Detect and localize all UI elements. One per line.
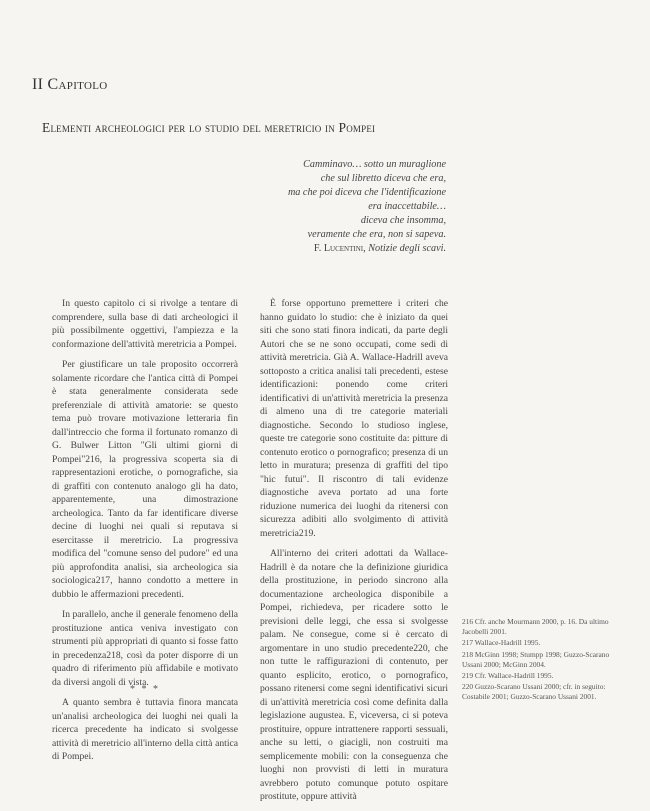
- paragraph: Per giustificare un tale proposito occorrerà solamente ricordare che l'antica città di Pompei è stata generalmente considerata sede preferenziale di attività amatorie: se questo tema può trovare motivazione letteraria fin dall'intreccio che forma il fortunato romanzo di G. Bulwer Litton "Gli ultimi giorni di Pompei"216, la progressiva scoperta sia di rappresentazioni erotiche, o pornografiche, sia di graffiti con contenuto analogo gli ha dato, apparentemente, una dimostrazione archeologica. Tanto da far identificare diverse decine di luoghi nei quali si reputava si esercitasse il meretricio. La progressiva modifica del "comune senso del pudore" ed una più approfondita analisi, sia archeologica sia sociologica217, hanno condotto a mettere in dubbio le affermazioni precedenti.: [52, 359, 238, 600]
- epigraph-line: era inaccettabile…: [368, 201, 446, 212]
- epigraph-line: Camminavo… sotto un muraglione: [303, 159, 446, 170]
- epigraph-source: [260, 242, 446, 256]
- section-separator: * * *: [130, 684, 160, 695]
- epigraph-work: Notizie degli scavi.: [368, 243, 446, 254]
- epigraph-line: diceva che insomma,: [360, 215, 446, 226]
- chapter-title: Elementi archeologici per lo studio del meretricio in Pompei: [42, 120, 376, 135]
- footnote: 217 Wallace-Hadrill 1995.: [462, 638, 541, 648]
- epigraph-author: F. Lucentini,: [313, 243, 366, 254]
- footnote: 216 Cfr. anche Mourmann 2000, p. 16. Da ultimo Jacobelli 2001.: [462, 617, 609, 637]
- paragraph: All'interno dei criteri adottati da Wallace-Hadrill è da notare che la definizione giuridica della prostituzione, in periodo sincrono alla documentazione archeologica disponibile a Pompei, richiedeva, per ricadere sotto le previsioni delle leggi, che essa si svolgesse palam. Ne consegue, come si è cercato di argomentare in uno studio precedente220, che non tutte le raffigurazioni di contenuto, per quanto esplicito, erotico, o pornografico, possano ritenersi come segni identificativi sicuri di un'attività meretricia così come definita dalla legislazione augustea. E, viceversa, ci si poteva prostituire, oppure intrattenere rapporti sessuali, anche su letti, o giacigli, non costruiti ma semplicemente mobili: con la conseguenza che luoghi non provvisti di letti in muratura avrebbero potuto comunque potuto ospitare prostitute, oppure attività: [260, 548, 448, 802]
- right-column: [260, 297, 448, 811]
- left-column: [52, 297, 238, 771]
- paragraph: È forse opportuno premettere i criteri che hanno guidato lo studio: che è iniziato da quei siti che sono stati finora indicati, da parte degli Autori che se ne sono occupati, come sedi di attività meretricia. Già A. Wallace-Hadrill aveva sottoposto a critica analisi tali precedenti, estese identificazioni: ponendo come criteri identificativi di un'attività meretricia la presenza di almeno una di tre categorie materiali diagnostiche. Secondo lo studioso inglese, queste tre categorie sono costituite da: pitture di contenuto erotico o pornografico; presenza di un letto in muratura; presenza di graffiti del tipo "hic futui". Il riscontro di tali evidenze diagnostiche aveva portato ad una forte riduzione numerica dei luoghi da ritenersi con sicurezza adibiti allo svolgimento di attività meretricia219.: [260, 298, 448, 539]
- paragraph: In questo capitolo ci si rivolge a tentare di comprendere, sulla base di dati archeologici il più possibilmente oggettivi, l'ampiezza e la conformazione dell'attività meretricia a Pompei.: [52, 298, 238, 350]
- paragraph: In parallelo, anche il generale fenomeno della prostituzione antica veniva investigato con strumenti più appropriati di quanto si fosse fatto in precedenza218, così da poter disporre di un quadro di riferimento più affidabile e motivato da diversi angoli di vista.: [52, 609, 238, 688]
- footnote: 219 Cfr. Wallace-Hadrill 1995.: [462, 671, 554, 681]
- footnote: 220 Guzzo-Scarano Ussani 2000; cfr. in seguito: Costabile 2001; Guzzo-Scarano Ussani 2001.: [462, 682, 606, 702]
- chapter-heading: II Capitolo: [32, 76, 108, 93]
- paragraph: A quanto sembra è tuttavia finora mancata un'analisi archeologica dei luoghi nei quali la ricerca precedente ha indicato si svolgesse attività di meretricio all'interno della città antica di Pompei.: [52, 697, 238, 762]
- footnotes: [462, 617, 622, 704]
- footnote: 218 McGinn 1998; Stumpp 1998; Guzzo-Scarano Ussani 2000; McGinn 2004.: [462, 649, 610, 669]
- epigraph-line: veramente che era, non si sapeva.: [307, 229, 446, 240]
- epigraph-line: ma che poi diceva che l'identificazione: [287, 187, 446, 198]
- epigraph-line: che sul libretto diceva che era,: [320, 173, 446, 184]
- epigraph: [260, 158, 446, 256]
